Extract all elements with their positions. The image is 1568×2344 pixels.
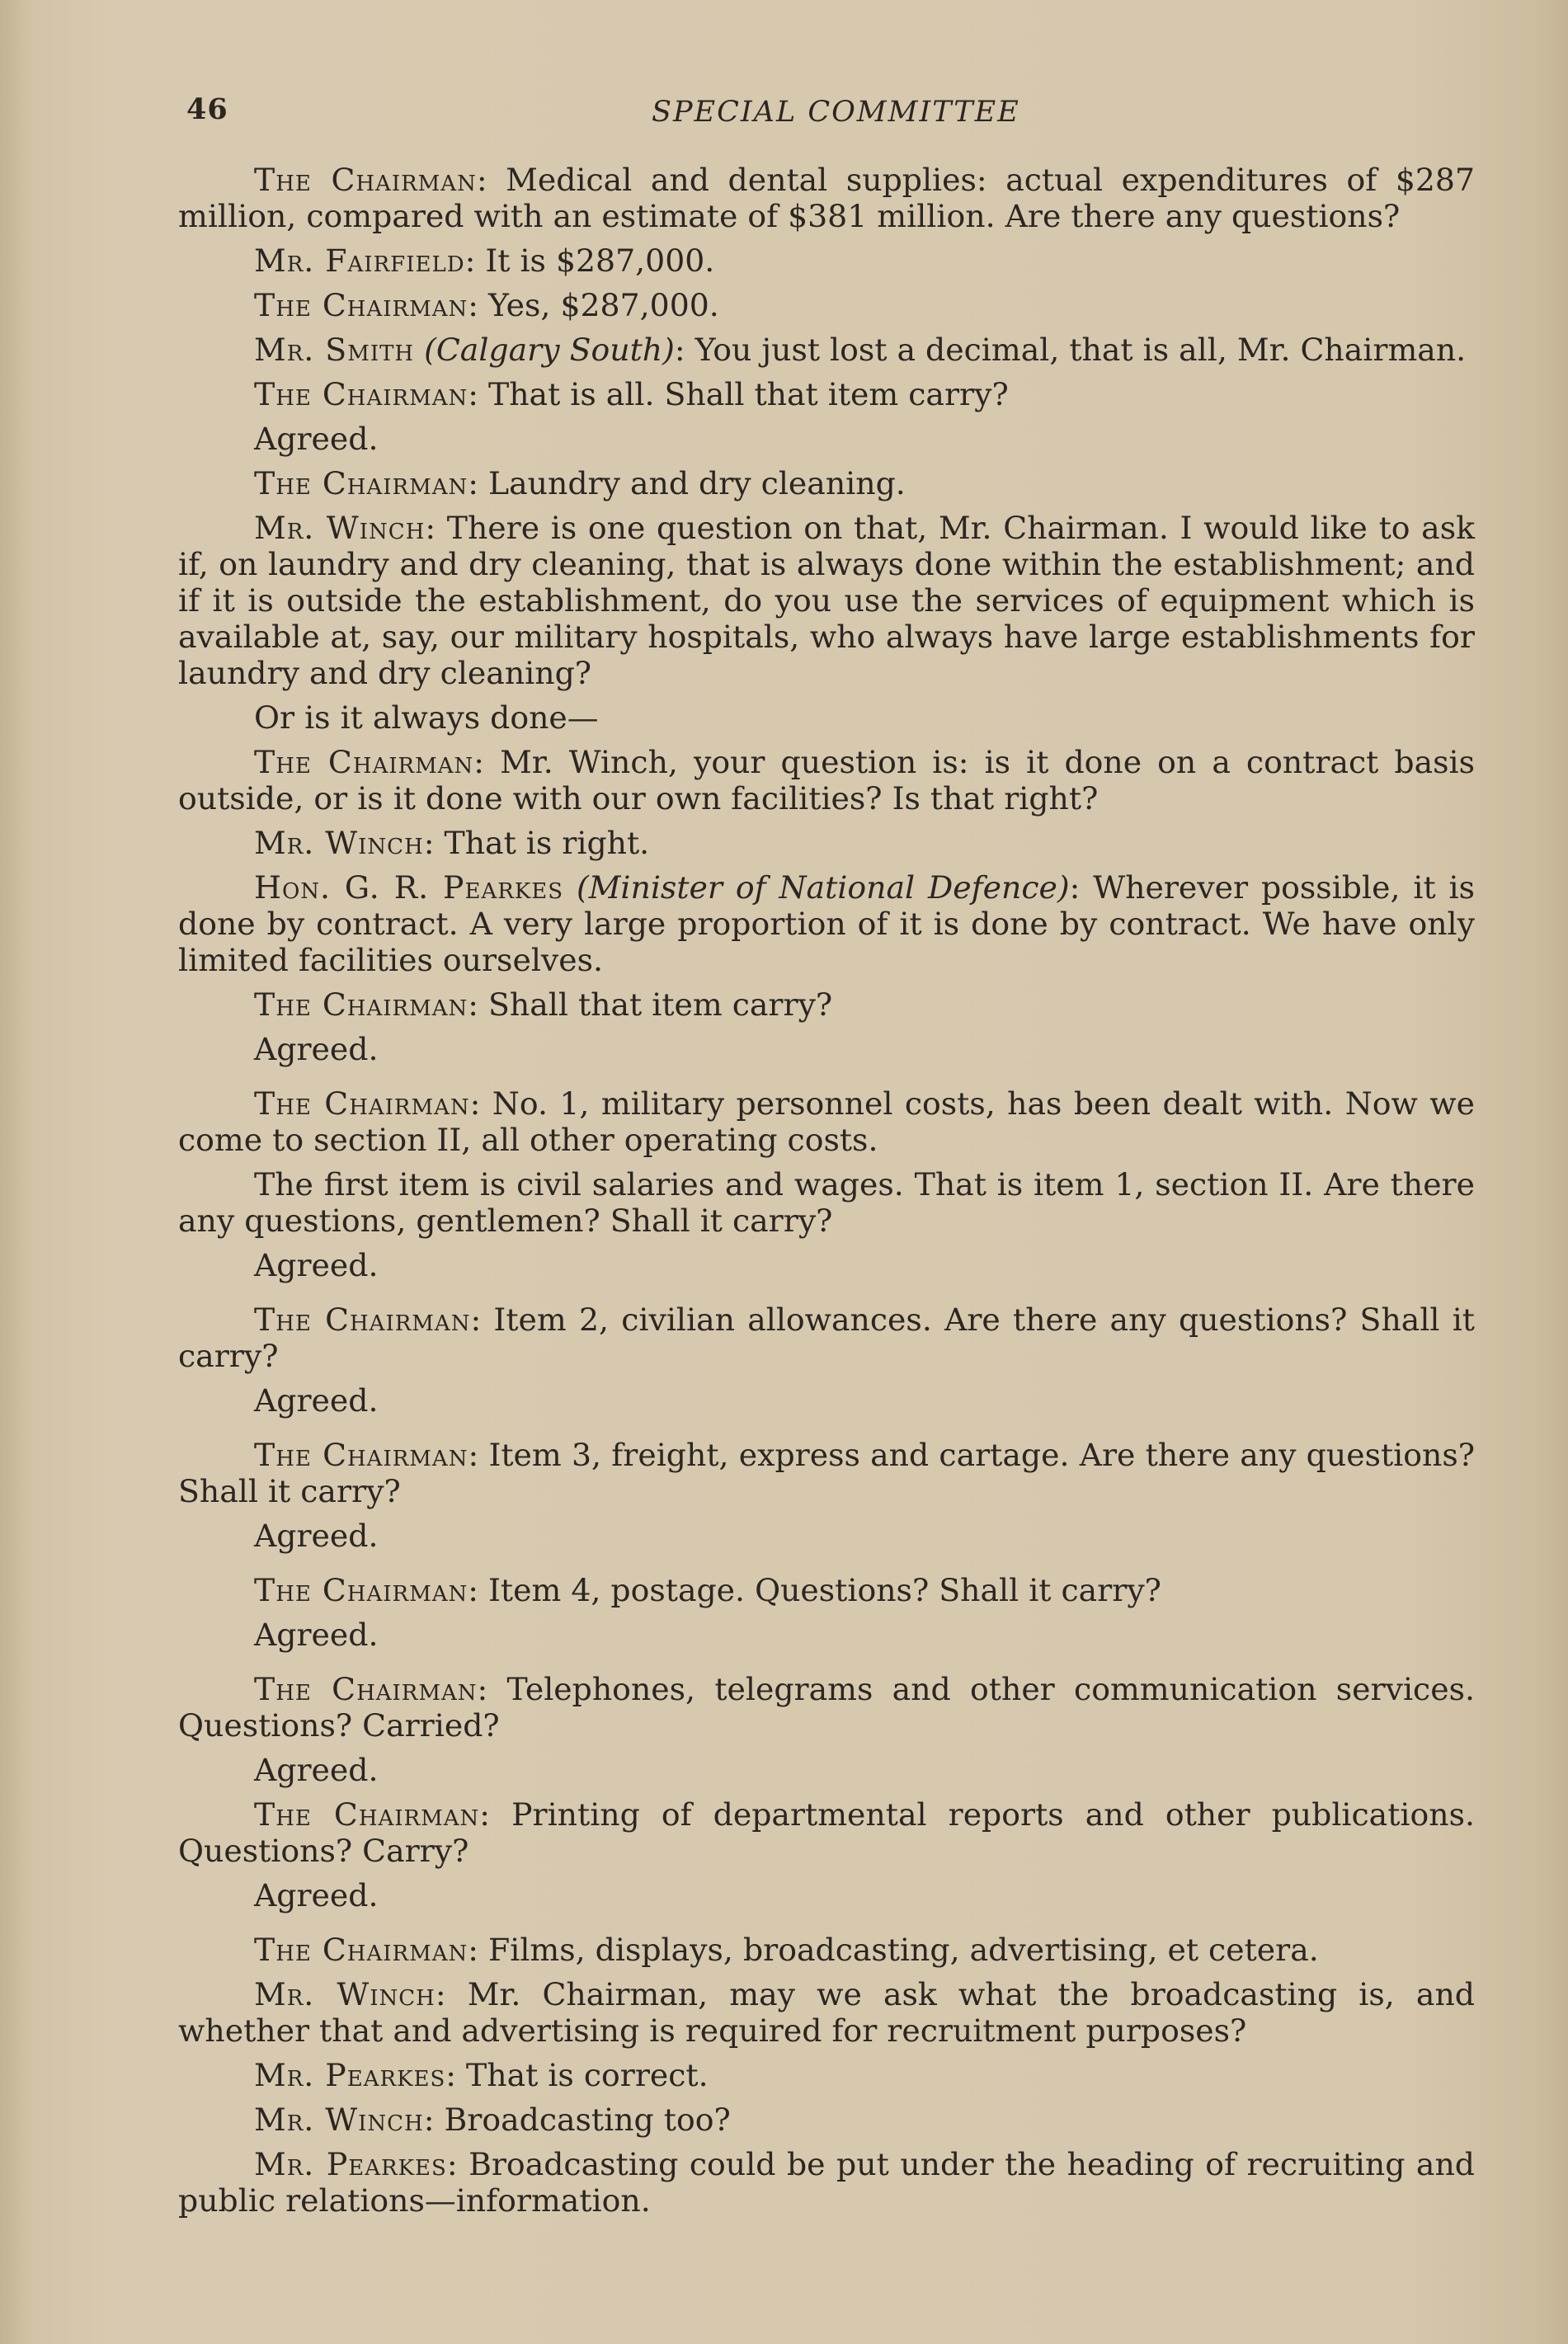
speaker-name: The Chairman (254, 1572, 469, 1608)
speaker-name: The Chairman (254, 465, 469, 501)
speaker-name: The Chairman (254, 1796, 480, 1833)
paragraph: The Chairman: Mr. Winch, your question is: is it done on a contract basis outside, or is it done with our own facilities? Is that right? (178, 744, 1476, 817)
speaker-name: Mr. Pearkes (254, 2146, 447, 2182)
paragraph: The Chairman: Films, displays, broadcasting, advertising, et cetera. (254, 1932, 1319, 1968)
paragraph-text: The first item is civil salaries and wages. That is item 1, section II. Are there any questions, gentlemen? Shall it carry? (178, 1166, 1475, 1239)
speaker-name: The Chairman (254, 986, 469, 1023)
speaker-name: Mr. Winch (254, 510, 426, 546)
paragraph-text: Agreed. (254, 1382, 379, 1419)
agreed-line (178, 1031, 1475, 1067)
speaker-name: Hon. G. R. Pearkes (254, 869, 564, 906)
transcript-body (178, 162, 1475, 2227)
paragraph-text: Laundry and dry cleaning. (488, 465, 906, 501)
speaker-name: The Chairman (254, 1437, 469, 1473)
paragraph: The Chairman: Laundry and dry cleaning. (254, 465, 906, 501)
paragraph-text: No. 1, military personnel costs, has been dealt with. Now we come to section II, all other operating costs. (178, 1085, 1476, 1158)
agreed-line (178, 421, 1475, 457)
paragraph: Mr. Winch: There is one question on that, Mr. Chairman. I would like to ask if, on laundry and dry cleaning, that is always done within the establishment; and if it is outside the establishment, do you use the services of equipment which is available at, say, our military hospitals, who always have large establishments for laundry and dry cleaning? (178, 510, 1475, 691)
paragraph-text: Agreed. (254, 1877, 379, 1913)
paragraph: Mr. Smith (Calgary South): You just lost a decimal, that is all, Mr. Chairman. (254, 332, 1467, 368)
paragraph-text: That is right. (444, 825, 650, 861)
paragraph: The Chairman: Item 4, postage. Questions? Shall it carry? (254, 1572, 1161, 1608)
paragraph: Mr. Winch: Broadcasting too? (254, 2102, 731, 2138)
paragraph-text: Agreed. (254, 1752, 379, 1788)
paragraph-text: Printing of departmental reports and other publications. Questions? Carry? (178, 1796, 1476, 1869)
paragraph: The Chairman: Medical and dental supplies: actual expenditures of $287 million, compared with an estimate of $381 million. Are there any questions? (178, 162, 1476, 234)
speaker-name: The Chairman (254, 1671, 478, 1707)
paragraph-text: Agreed. (254, 1518, 379, 1554)
paragraph-text: Item 4, postage. Questions? Shall it carry? (488, 1572, 1161, 1608)
paragraph: The Chairman: Item 2, civilian allowances. Are there any questions? Shall it carry? (178, 1301, 1475, 1374)
speaker-affiliation: (Minister of National Defence) (576, 869, 1070, 906)
paragraph-text: Item 3, freight, express and cartage. Are there any questions? Shall it carry? (178, 1437, 1476, 1509)
speaker-name: Mr. Winch (254, 825, 424, 861)
running-title: SPECIAL COMMITTEE (652, 96, 1020, 129)
speaker-name: The Chairman (254, 287, 469, 323)
paragraph: Mr. Winch: Mr. Chairman, may we ask what the broadcasting is, and whether that and advertising is required for recruitment purposes? (178, 1976, 1475, 2049)
paragraph-text: Shall that item carry? (488, 986, 833, 1023)
paragraph-text: Mr. Winch, your question is: is it done on a contract basis outside, or is it done with our own facilities? Is that right? (178, 744, 1476, 817)
speaker-name: Mr. Winch (254, 2102, 424, 2138)
paragraph-text: Films, displays, broadcasting, advertising, et cetera. (488, 1932, 1319, 1968)
paragraph (178, 699, 1475, 736)
paragraph: Mr. Pearkes: That is correct. (254, 2057, 709, 2093)
agreed-line (178, 1877, 1475, 1913)
paragraph-text: Wherever possible, it is done by contract. A very large proportion of it is done by contract. We have only limited facilities ourselves. (178, 869, 1476, 978)
agreed-line (178, 1382, 1475, 1419)
paragraph-text: Or is it always done— (254, 699, 599, 736)
paragraph-text: Mr. Chairman, may we ask what the broadcasting is, and whether that and advertising is required for recruitment purposes? (178, 1976, 1475, 2049)
paragraph-text: That is all. Shall that item carry? (488, 376, 1009, 412)
paragraph: The Chairman: Yes, $287,000. (254, 287, 719, 323)
paragraph-text: Agreed. (254, 421, 379, 457)
paragraph: Mr. Winch: That is right. (254, 825, 650, 861)
paragraph: Hon. G. R. Pearkes (Minister of National Defence): Wherever possible, it is done by contract. A very large proportion of it is done by contract. We have only limited facilities ourselves. (178, 869, 1476, 978)
speaker-name: Mr. Pearkes (254, 2057, 446, 2093)
speaker-name: The Chairman (254, 162, 477, 198)
paragraph: The Chairman: Printing of departmental reports and other publications. Questions? Carry? (178, 1796, 1476, 1869)
agreed-line (178, 1518, 1475, 1554)
paragraph: The Chairman: Item 3, freight, express and cartage. Are there any questions? Shall it carry? (178, 1437, 1476, 1509)
paragraph (178, 1166, 1475, 1239)
paragraph: The Chairman: That is all. Shall that item carry? (254, 376, 1009, 412)
agreed-line (178, 1617, 1475, 1653)
paragraph-text: Telephones, telegrams and other communication services. Questions? Carried? (178, 1671, 1475, 1744)
speaker-name: Mr. Winch (254, 1976, 436, 2012)
page-header (186, 92, 1473, 134)
agreed-line (178, 1752, 1475, 1788)
paragraph-text: Broadcasting could be put under the heading of recruiting and public relations—information. (178, 2146, 1476, 2219)
speaker-name: The Chairman (254, 376, 469, 412)
speaker-name: The Chairman (254, 1301, 471, 1338)
paragraph: The Chairman: Shall that item carry? (254, 986, 833, 1023)
paragraph: Mr. Pearkes: Broadcasting could be put under the heading of recruiting and public relations—information. (178, 2146, 1476, 2219)
paragraph-text: Item 2, civilian allowances. Are there any questions? Shall it carry? (178, 1301, 1475, 1374)
paragraph-text: Agreed. (254, 1031, 379, 1067)
paragraph-text: There is one question on that, Mr. Chairman. I would like to ask if, on laundry and dry cleaning, that is always done within the establishment; and if it is outside the establishment, do you use the services of equipment which is available at, say, our military hospitals, who always have large establishments for laundry and dry cleaning? (178, 510, 1475, 691)
speaker-name: The Chairman (254, 744, 474, 780)
paragraph: The Chairman: No. 1, military personnel costs, has been dealt with. Now we come to section II, all other operating costs. (178, 1085, 1476, 1158)
paragraph-text: Broadcasting too? (444, 2102, 731, 2138)
agreed-line (178, 1247, 1475, 1283)
paragraph-text: You just lost a decimal, that is all, Mr. Chairman. (695, 332, 1467, 368)
paragraph-text: Agreed. (254, 1247, 379, 1283)
paragraph-text: Agreed. (254, 1617, 379, 1653)
speaker-name: Mr. Smith (254, 332, 415, 368)
paragraph-text: Medical and dental supplies: actual expenditures of $287 million, compared with an estimate of $381 million. Are there any questions? (178, 162, 1476, 234)
paragraph: Mr. Fairfield: It is $287,000. (254, 242, 715, 279)
paragraph-text: That is correct. (466, 2057, 709, 2093)
page-number: 46 (186, 92, 228, 126)
speaker-affiliation: (Calgary South) (424, 332, 675, 368)
paragraph-text: Yes, $287,000. (488, 287, 719, 323)
paragraph-text: It is $287,000. (485, 242, 715, 279)
speaker-name: Mr. Fairfield (254, 242, 465, 279)
speaker-name: The Chairman (254, 1932, 469, 1968)
speaker-name: The Chairman (254, 1085, 470, 1122)
paragraph: The Chairman: Telephones, telegrams and other communication services. Questions? Carried? (178, 1671, 1475, 1744)
